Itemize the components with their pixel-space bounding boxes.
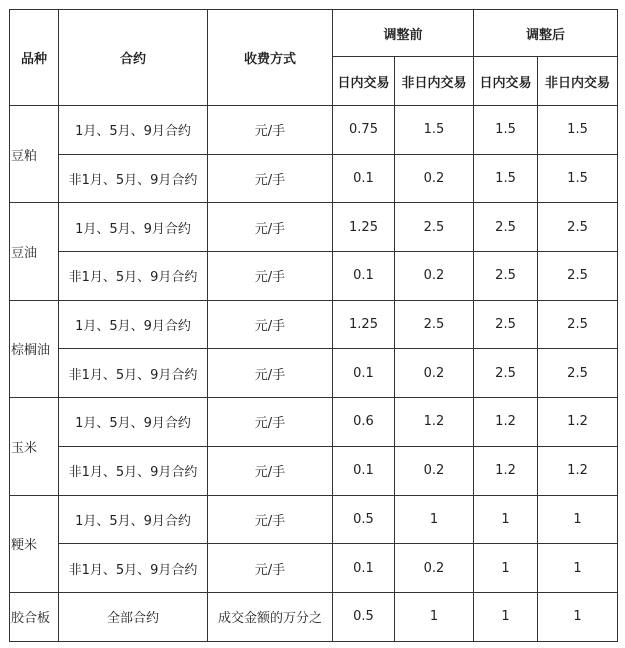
header-after: 调整后 xyxy=(474,10,618,57)
after-non-intraday-cell: 2.5 xyxy=(538,252,618,301)
after-non-intraday-cell: 2.5 xyxy=(538,349,618,398)
header-before: 调整前 xyxy=(333,10,474,57)
variety-cell: 粳米 xyxy=(10,495,59,592)
table-row xyxy=(10,592,618,641)
fee-method-cell: 元/手 xyxy=(208,252,333,301)
table-row xyxy=(10,398,618,447)
table-row xyxy=(10,495,618,544)
contract-cell: 1月、5月、9月合约 xyxy=(59,398,208,447)
after-non-intraday-cell: 1 xyxy=(538,544,618,593)
fee-method-cell: 成交金额的万分之 xyxy=(208,592,333,641)
header-contract: 合约 xyxy=(59,10,208,106)
contract-cell: 非1月、5月、9月合约 xyxy=(59,349,208,398)
fee-method-cell: 元/手 xyxy=(208,398,333,447)
header-before-non-intraday: 非日内交易 xyxy=(395,57,474,106)
after-intraday-cell: 1.2 xyxy=(474,446,538,495)
before-intraday-cell: 0.1 xyxy=(333,349,395,398)
table-row xyxy=(10,106,618,155)
fee-method-cell: 元/手 xyxy=(208,154,333,203)
header-after-intraday: 日内交易 xyxy=(474,57,538,106)
after-non-intraday-cell: 2.5 xyxy=(538,203,618,252)
before-intraday-cell: 1.25 xyxy=(333,300,395,349)
fee-method-cell: 元/手 xyxy=(208,495,333,544)
before-intraday-cell: 0.1 xyxy=(333,544,395,593)
fee-method-cell: 元/手 xyxy=(208,300,333,349)
fee-method-cell: 元/手 xyxy=(208,203,333,252)
before-non-intraday-cell: 0.2 xyxy=(395,154,474,203)
before-non-intraday-cell: 0.2 xyxy=(395,544,474,593)
before-intraday-cell: 0.5 xyxy=(333,495,395,544)
contract-cell: 全部合约 xyxy=(59,592,208,641)
after-intraday-cell: 2.5 xyxy=(474,300,538,349)
before-non-intraday-cell: 0.2 xyxy=(395,446,474,495)
variety-cell: 棕榈油 xyxy=(10,300,59,397)
contract-cell: 1月、5月、9月合约 xyxy=(59,300,208,349)
fee-method-cell: 元/手 xyxy=(208,446,333,495)
before-non-intraday-cell: 1 xyxy=(395,592,474,641)
before-non-intraday-cell: 1.2 xyxy=(395,398,474,447)
before-non-intraday-cell: 1 xyxy=(395,495,474,544)
variety-cell: 玉米 xyxy=(10,398,59,495)
before-non-intraday-cell: 1.5 xyxy=(395,106,474,155)
before-non-intraday-cell: 0.2 xyxy=(395,252,474,301)
after-intraday-cell: 1 xyxy=(474,544,538,593)
before-non-intraday-cell: 2.5 xyxy=(395,300,474,349)
contract-cell: 1月、5月、9月合约 xyxy=(59,495,208,544)
header-after-non-intraday: 非日内交易 xyxy=(538,57,618,106)
before-intraday-cell: 0.5 xyxy=(333,592,395,641)
after-intraday-cell: 2.5 xyxy=(474,252,538,301)
fee-method-cell: 元/手 xyxy=(208,349,333,398)
header-variety: 品种 xyxy=(10,10,59,106)
after-non-intraday-cell: 1 xyxy=(538,592,618,641)
header-fee-method: 收费方式 xyxy=(208,10,333,106)
table-row xyxy=(10,203,618,252)
after-intraday-cell: 2.5 xyxy=(474,349,538,398)
contract-cell: 1月、5月、9月合约 xyxy=(59,106,208,155)
after-intraday-cell: 1 xyxy=(474,592,538,641)
contract-cell: 非1月、5月、9月合约 xyxy=(59,154,208,203)
variety-cell: 豆粕 xyxy=(10,106,59,203)
after-non-intraday-cell: 1.5 xyxy=(538,106,618,155)
after-intraday-cell: 1 xyxy=(474,495,538,544)
after-intraday-cell: 1.2 xyxy=(474,398,538,447)
before-intraday-cell: 0.6 xyxy=(333,398,395,447)
after-non-intraday-cell: 1.5 xyxy=(538,154,618,203)
table-row xyxy=(10,154,618,203)
contract-cell: 1月、5月、9月合约 xyxy=(59,203,208,252)
contract-cell: 非1月、5月、9月合约 xyxy=(59,544,208,593)
table-row xyxy=(10,544,618,593)
contract-cell: 非1月、5月、9月合约 xyxy=(59,446,208,495)
header-before-intraday: 日内交易 xyxy=(333,57,395,106)
before-intraday-cell: 0.1 xyxy=(333,252,395,301)
fee-method-cell: 元/手 xyxy=(208,106,333,155)
table-row xyxy=(10,349,618,398)
after-non-intraday-cell: 1.2 xyxy=(538,446,618,495)
before-intraday-cell: 1.25 xyxy=(333,203,395,252)
variety-cell: 胶合板 xyxy=(10,592,59,641)
before-intraday-cell: 0.1 xyxy=(333,154,395,203)
before-non-intraday-cell: 2.5 xyxy=(395,203,474,252)
table-row xyxy=(10,446,618,495)
variety-cell: 豆油 xyxy=(10,203,59,300)
after-non-intraday-cell: 1.2 xyxy=(538,398,618,447)
after-non-intraday-cell: 2.5 xyxy=(538,300,618,349)
fee-method-cell: 元/手 xyxy=(208,544,333,593)
table-body xyxy=(10,106,618,642)
after-non-intraday-cell: 1 xyxy=(538,495,618,544)
after-intraday-cell: 2.5 xyxy=(474,203,538,252)
fee-table xyxy=(9,9,618,642)
table-row xyxy=(10,300,618,349)
after-intraday-cell: 1.5 xyxy=(474,106,538,155)
contract-cell: 非1月、5月、9月合约 xyxy=(59,252,208,301)
before-intraday-cell: 0.75 xyxy=(333,106,395,155)
table-row xyxy=(10,252,618,301)
before-non-intraday-cell: 0.2 xyxy=(395,349,474,398)
after-intraday-cell: 1.5 xyxy=(474,154,538,203)
before-intraday-cell: 0.1 xyxy=(333,446,395,495)
